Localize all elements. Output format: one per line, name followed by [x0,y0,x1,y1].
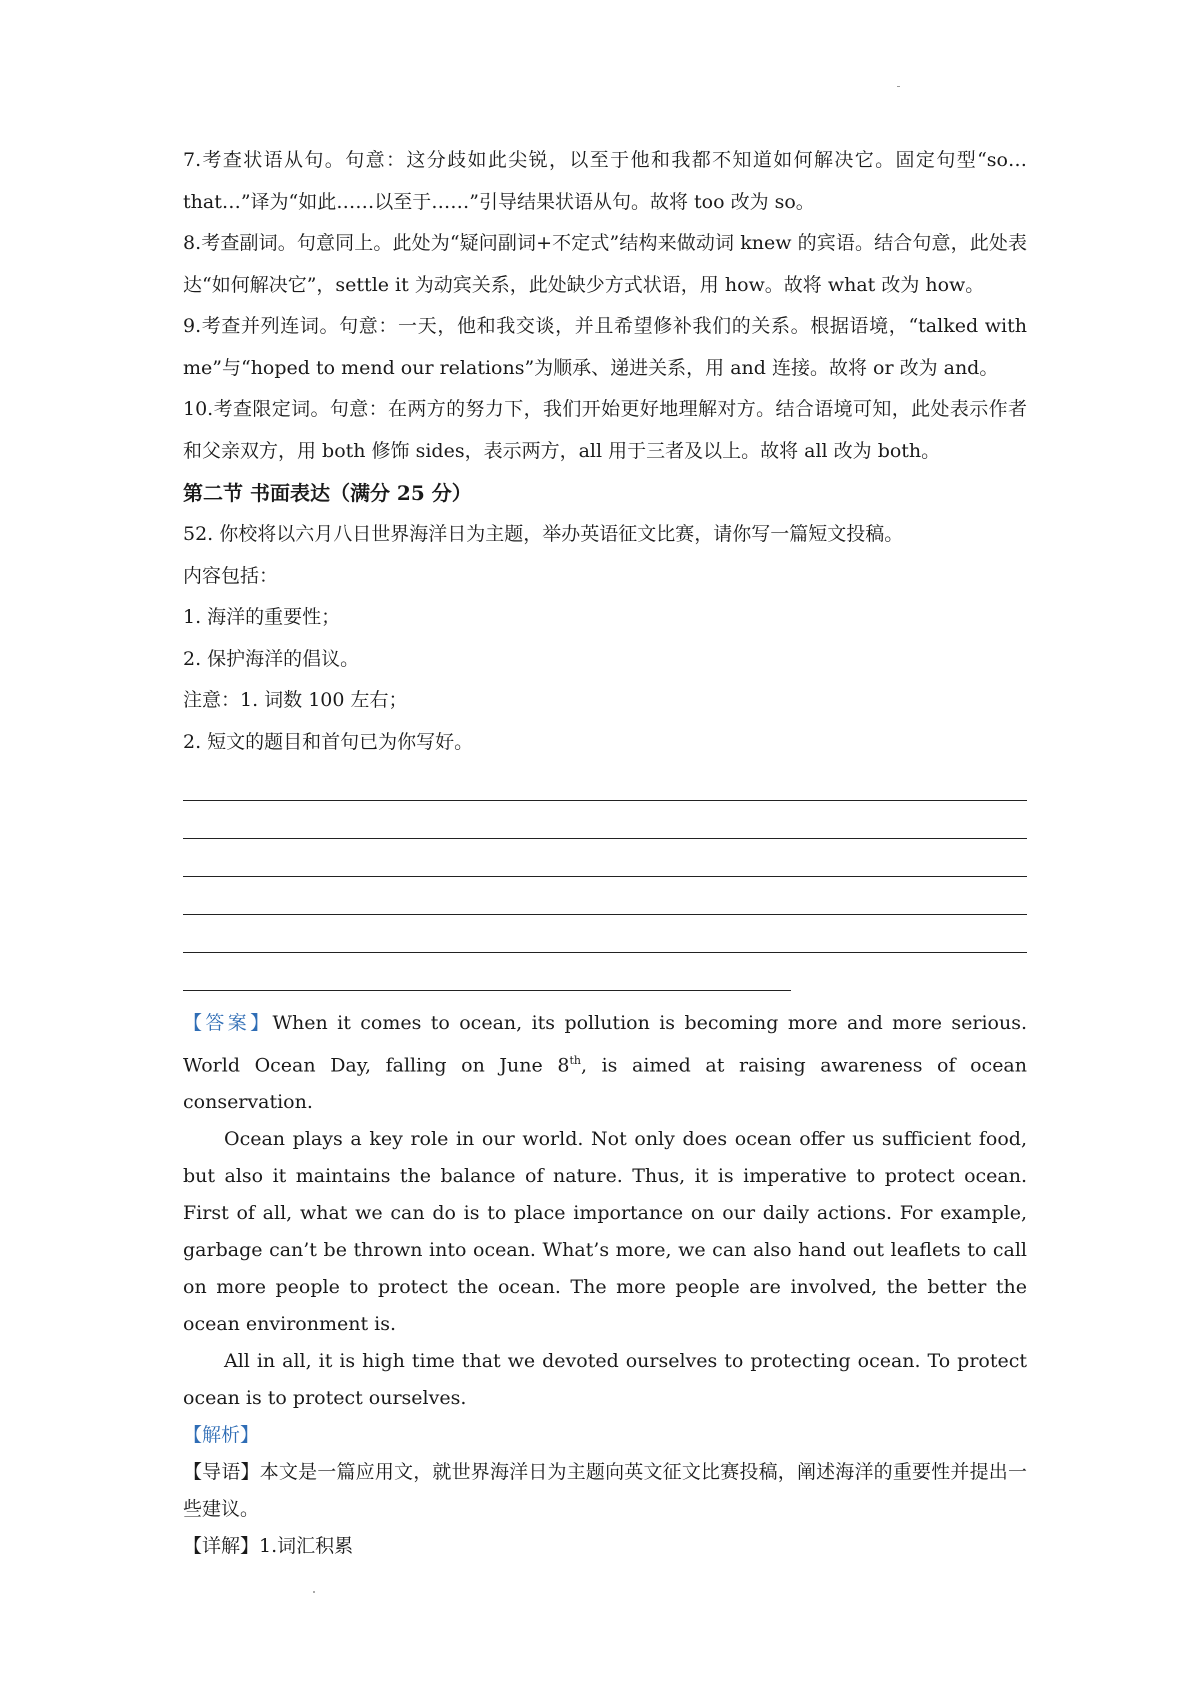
detail-text: 1.词汇积累 [259,1535,354,1558]
guide-label: 【导语】 [183,1461,260,1484]
answer-line [183,877,1027,915]
section-title: 第二节 书面表达（满分 25 分） [183,481,472,505]
explanation-item: 10.考查限定词。句意：在两方的努力下，我们开始更好地理解对方。结合语境可知，此处表示作者和父亲双方，用 both 修饰 sides，表示两方，all 用于三者及以上。故将 all 改为 both。 [183,398,1027,462]
explanation-item: 8.考查副词。句意同上。此处为“疑问副词+不定式”结构来做动词 knew 的宾语。结合句意，此处表达“如何解决它”，settle it 为动宾关系，此处缺少方式状语，用 how。故将 what 改为 how。 [183,232,1027,296]
detail-label: 【详解】 [183,1535,260,1558]
answer-line [183,801,1027,839]
explanation-item: 7.考查状语从句。句意：这分歧如此尖锐，以至于他和我都不知道如何解决它。固定句型“so…that…”译为“如此……以至于……”引导结果状语从句。故将 too 改为 so。 [183,149,1027,213]
guide-text: 本文是一篇应用文，就世界海洋日为主题向英文征文比赛投稿，阐述海洋的重要性并提出一些建议。 [183,1461,1027,1521]
task-question: 52. 你校将以六月八日世界海洋日为主题，举办英语征文比赛，请你写一篇短文投稿。 [183,523,904,545]
grammar-explanations [183,140,1027,472]
answer-line [183,915,1027,953]
answer-line [183,839,1027,877]
answer-line [183,763,1027,801]
answer-p1-text: When it comes to ocean, its pollution is becoming more and more serious. World Ocean Day, falling on June 8 [183,1012,1027,1077]
task-content-label: 内容包括： [183,564,279,587]
analysis-guide [183,1454,1027,1528]
task-content-items [183,597,1027,680]
task-note-1: 注意：1. 词数 100 左右； [183,689,408,711]
scan-mark [897,86,900,87]
answer-paragraph-2: Ocean plays a key role in our world. Not only does ocean offer us sufficient food, but also it maintains the balance of nature. Thus, it is imperative to protect ocean. First of all, what we can do is to place importance on our daily actions. For example, garbage can’t be thrown into ocean. What’s more, we can also hand out leaflets to call on more people to protect the ocean. The more people are involved, the better the ocean environment is. [183,1128,1027,1336]
content-item: 1. 海洋的重要性； [183,606,341,628]
content-item: 2. 保护海洋的倡议。 [183,647,360,670]
explanation-item: 9.考查并列连词。句意：一天，他和我交谈，并且希望修补我们的关系。根据语境，“talked with me”与“hoped to mend our relations”为顺承、递进关系，用 and 连接。故将 or 改为 and。 [183,315,1027,379]
analysis-label: 【解析】 [183,1424,260,1447]
analysis-detail [183,1528,1027,1565]
answer-blank-lines [183,763,1027,991]
analysis-heading [183,1417,1027,1454]
answer-line-short [183,953,791,991]
answer-paragraph-3: All in all, it is high time that we devoted ourselves to protecting ocean. To protect ocean is to protect ourselves. [183,1350,1027,1410]
task-note-2: 2. 短文的题目和首句已为你写好。 [183,730,474,753]
answer-label: 【答案】 [183,1012,273,1034]
answer-p1-tail: , is aimed at raising awareness of ocean conservation. [183,1054,1027,1114]
answer-paragraph-1 [183,1005,1027,1121]
answer-p1-superscript: th [569,1054,581,1067]
scan-mark-bottom [313,1591,315,1593]
content-column [183,140,1027,1565]
